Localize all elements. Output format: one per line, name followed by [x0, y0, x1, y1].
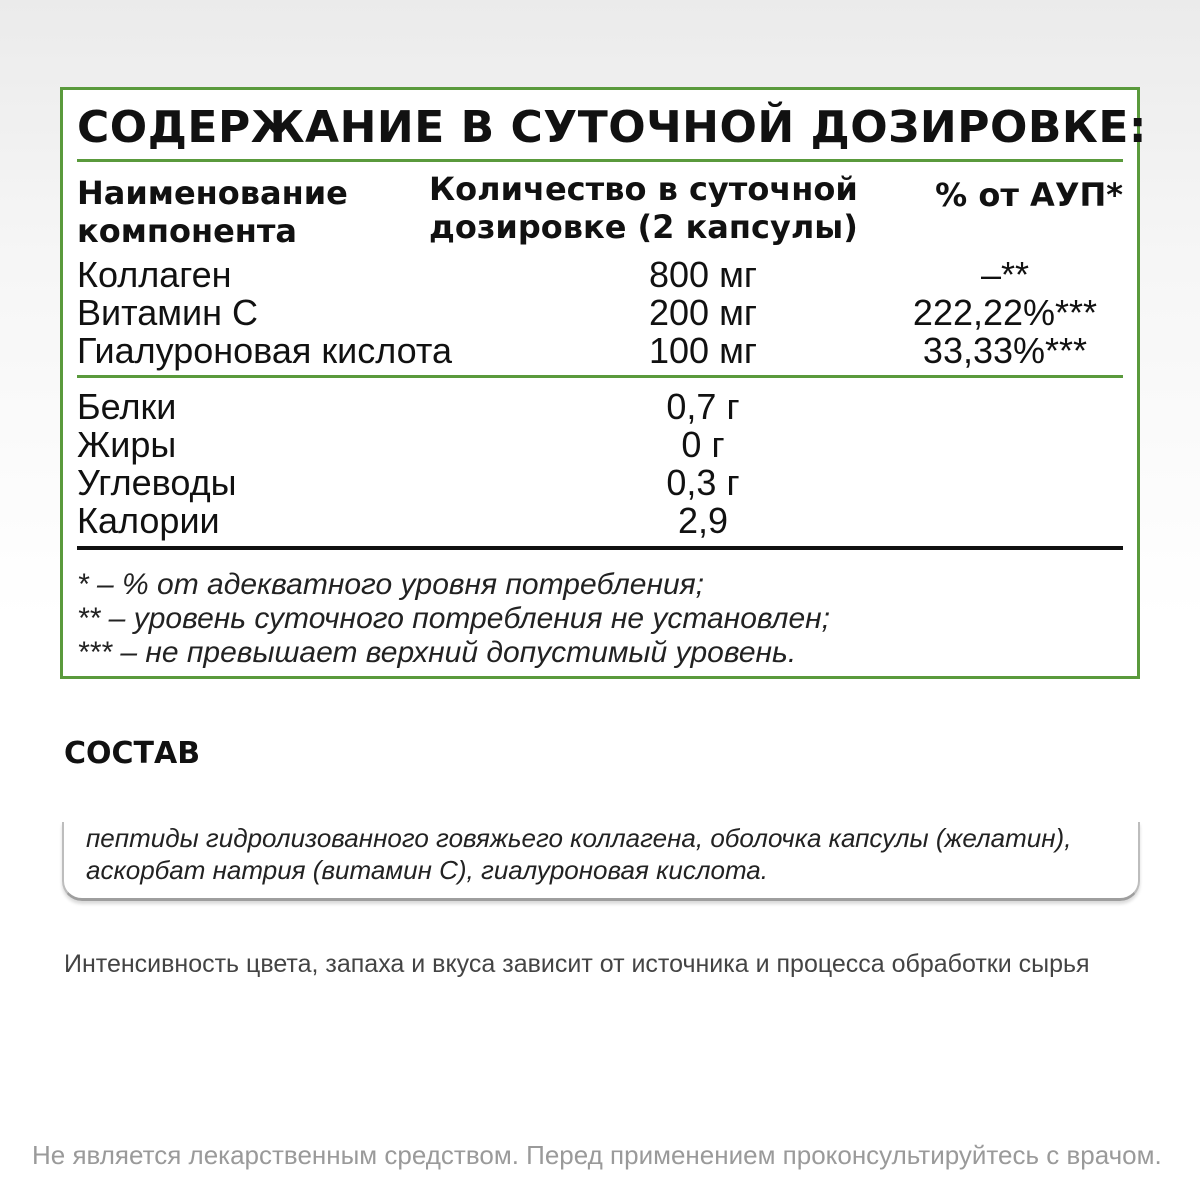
disclaimer: Не является лекарственным средством. Перед применением проконсультируйтесь с врачом. — [32, 1140, 1162, 1170]
composition-line: аскорбат натрия (витамин С), гиалуроновая кислота. — [86, 855, 768, 885]
footnote: ** – уровень суточного потребления не установлен; — [77, 602, 830, 635]
component-name: Гиалуроновая кислота — [77, 330, 452, 371]
component-percent: 33,33%*** — [922, 330, 1088, 371]
panel-title: СОДЕРЖАНИЕ В СУТОЧНОЙ ДОЗИРОВКЕ: — [77, 102, 1148, 153]
daily-dose-panel — [60, 87, 1148, 679]
nutrition-name: Углеводы — [77, 462, 237, 503]
footnotes — [77, 568, 830, 670]
header-name-line-2: компонента — [77, 212, 298, 250]
nutrition-amount: 0 г — [681, 424, 725, 465]
component-row — [63, 332, 1137, 370]
component-amount: 100 мг — [649, 330, 757, 371]
nutrition-row — [63, 388, 1137, 426]
nutrition-amount: 0,7 г — [666, 386, 740, 427]
nutrition-row — [63, 426, 1137, 464]
nutrition-name: Жиры — [77, 424, 177, 465]
footnote: *** – не превышает верхний допустимый уровень. — [77, 636, 797, 669]
header-name-line-1: Наименование — [77, 174, 348, 212]
nutrition-row — [63, 464, 1137, 502]
component-name: Витамин С — [77, 292, 258, 333]
component-name: Коллаген — [77, 254, 232, 295]
nutrition-name: Калории — [77, 500, 220, 541]
composition-text — [86, 822, 1071, 886]
title-divider — [77, 159, 1123, 162]
components-divider — [77, 375, 1123, 378]
component-row — [63, 256, 1137, 294]
nutrition-name: Белки — [77, 386, 177, 427]
header-name — [77, 174, 348, 250]
composition-title: СОСТАВ — [64, 736, 201, 771]
footnote: * – % от адекватного уровня потребления; — [77, 568, 704, 601]
header-amount-line-1: Количество в суточной — [429, 170, 858, 208]
component-amount: 200 мг — [649, 292, 757, 333]
component-percent: –** — [980, 254, 1030, 295]
header-percent: % от АУП* — [935, 176, 1123, 214]
composition-box — [62, 822, 1140, 901]
nutrition-amount: 2,9 — [677, 500, 729, 541]
intensity-note: Интенсивность цвета, запаха и вкуса зависит от источника и процесса обработки сырья — [64, 950, 1090, 978]
header-amount-line-2: дозировке (2 капсулы) — [429, 208, 858, 246]
component-amount: 800 мг — [649, 254, 757, 295]
component-percent: 222,22%*** — [912, 292, 1098, 333]
component-row — [63, 294, 1137, 332]
composition-line: пептиды гидролизованного говяжьего коллагена, оболочка капсулы (желатин), — [86, 823, 1072, 853]
header-amount — [429, 170, 858, 246]
nutrition-amount: 0,3 г — [666, 462, 740, 503]
nutrition-row — [63, 502, 1137, 540]
nutrition-divider — [77, 546, 1123, 550]
